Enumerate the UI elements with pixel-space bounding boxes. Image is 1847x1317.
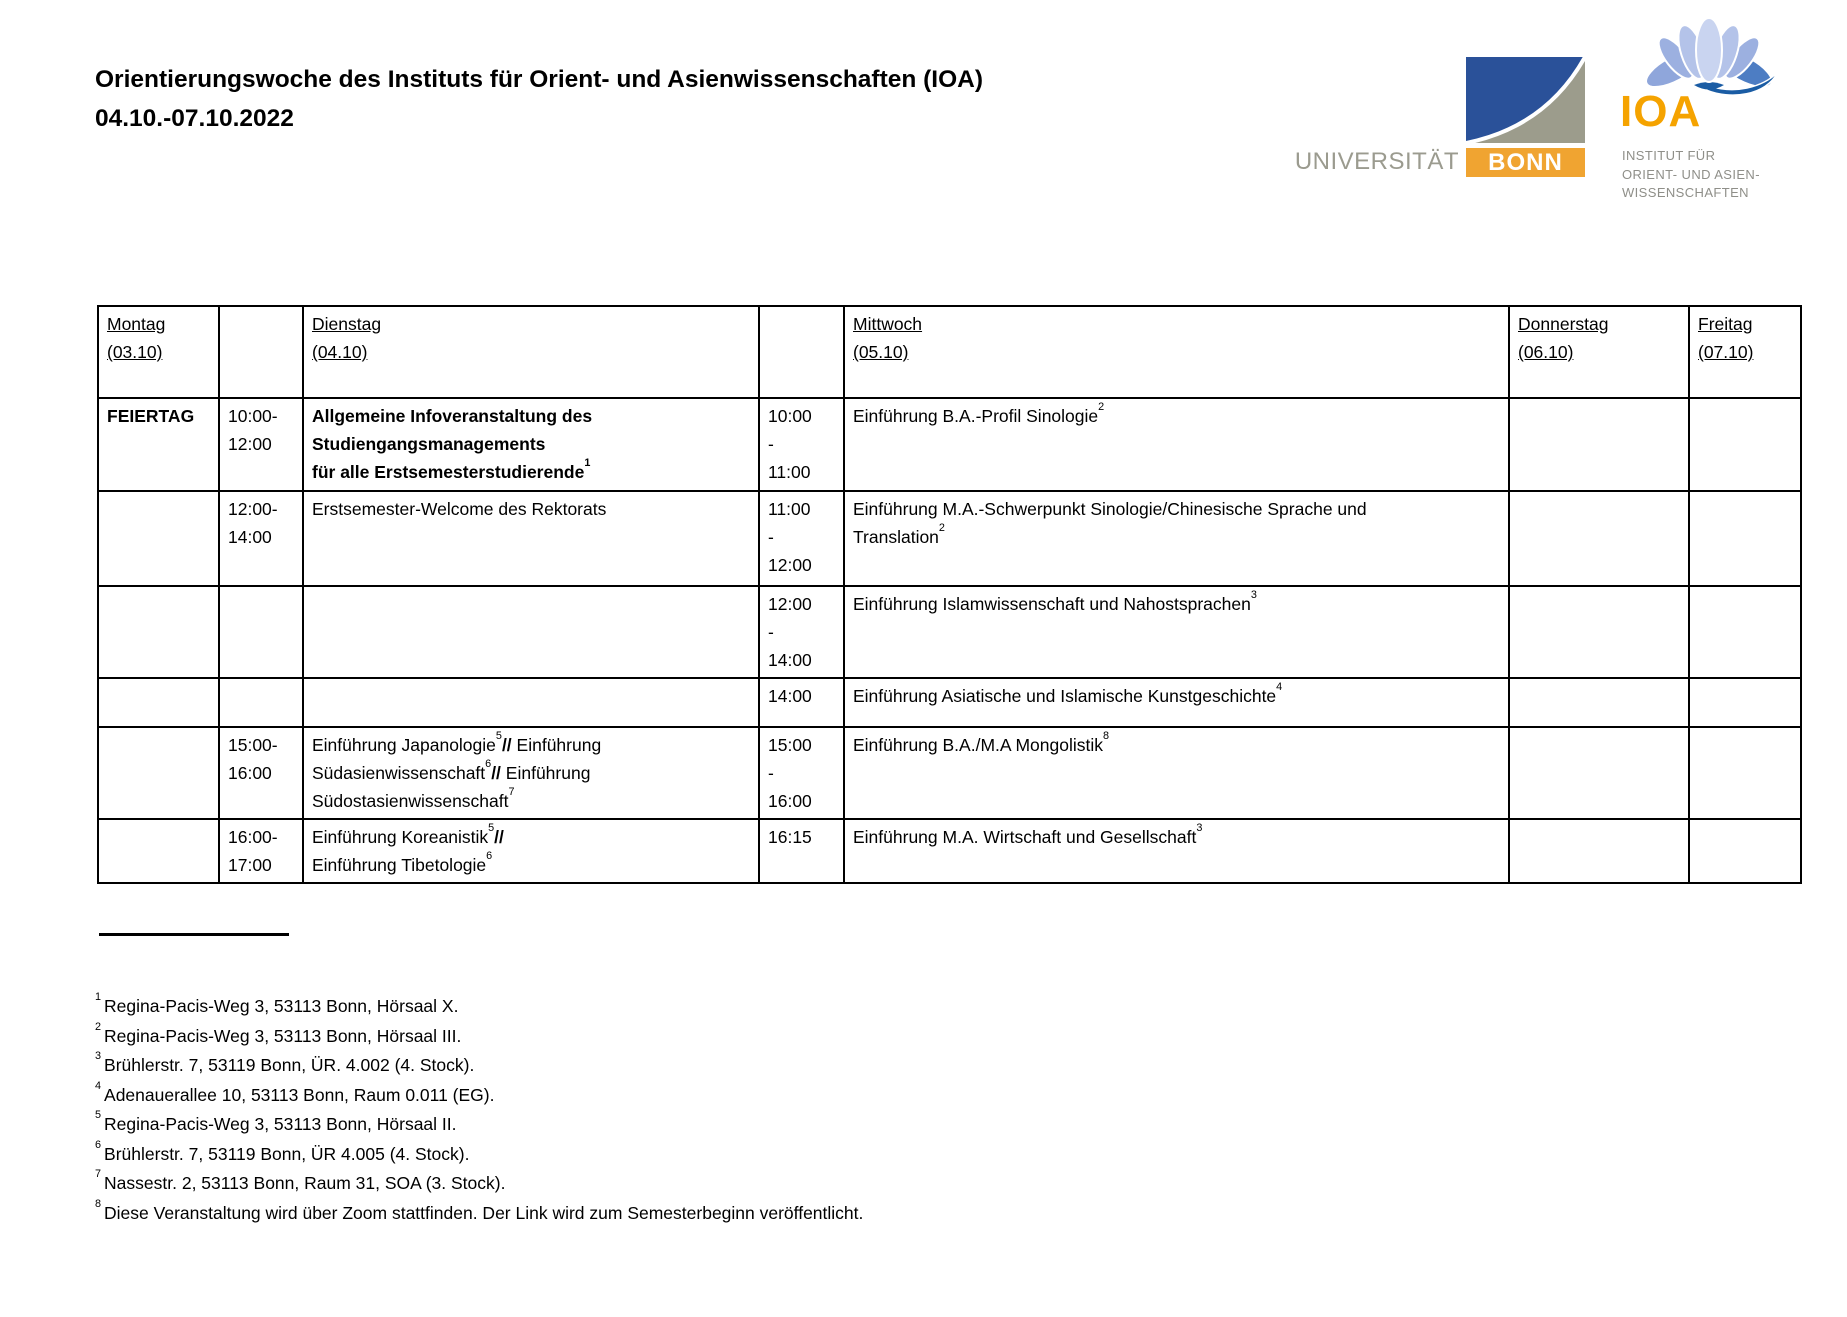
header-time1 [219,306,303,398]
cell-mittwoch: Einführung Islamwissenschaft und Nahostsprachen$^3$ [844,586,1509,678]
table-row [98,586,1801,678]
cell-freitag [1689,727,1801,819]
cell-time2: 15:00 - 16:00 [759,727,844,819]
cell-time2: 14:00 [759,678,844,727]
cell-time1: 16:00- 17:00 [219,819,303,883]
cell-mittwoch: Einführung M.A. Wirtschaft und Gesellschaft$^3$ [844,819,1509,883]
table-row [98,727,1801,819]
cell-mittwoch: Einführung B.A./M.A Mongolistik$^8$ [844,727,1509,819]
cell-freitag [1689,398,1801,491]
header-freitag: Freitag (07.10) [1689,306,1801,398]
footnotes [95,992,863,1228]
ioa-subtitle [1622,147,1760,203]
page-title [95,60,983,138]
uni-bonn-wordmark-bonn: BONN [1466,148,1585,177]
footnote: $^7$ Nassestr. 2, 53113 Bonn, Raum 31, SOA (3. Stock). [95,1168,506,1193]
uni-bonn-wordmark: UNIVERSITÄT [1294,148,1459,175]
header-donnerstag: Donnerstag (06.10) [1509,306,1689,398]
cell-montag [98,678,219,727]
ioa-subtitle-line3: WISSENSCHAFTEN [1622,185,1749,200]
cell-montag [98,491,219,586]
ioa-subtitle-line2: ORIENT- UND ASIEN- [1622,166,1760,182]
footnote: $^1$ Regina-Pacis-Weg 3, 53113 Bonn, Hörsaal X. [95,991,459,1016]
ioa-subtitle-line1: INSTITUT FÜR [1622,148,1716,163]
footnote: $^6$ Brühlerstr. 7, 53119 Bonn, ÜR 4.005 (4. Stock). [95,1138,470,1164]
cell-montag [98,586,219,678]
cell-time2: 11:00 - 12:00 [759,491,844,586]
uni-bonn-emblem-icon [1466,57,1585,143]
header-montag: Montag (03.10) [98,306,219,398]
table-row [98,678,1801,727]
footnote: $^8$ Diese Veranstaltung wird über Zoom stattfinden. Der Link wird zum Semesterbeginn veröffentlicht. [95,1197,864,1223]
uni-bonn-logo [1276,57,1586,179]
cell-donnerstag [1509,727,1689,819]
footnote: $^3$ Brühlerstr. 7, 53119 Bonn, ÜR. 4.002 (4. Stock). [95,1050,475,1075]
cell-donnerstag [1509,678,1689,727]
cell-dienstag: Allgemeine Infoveranstaltung des Studiengangsmanagements für alle Erstsemesterstudierende$^1$ [303,398,759,491]
cell-freitag [1689,819,1801,883]
footnote-separator [99,933,289,936]
cell-time1: 15:00- 16:00 [219,727,303,819]
cell-time2: 10:00 - 11:00 [759,398,844,491]
page-title-line2: 04.10.-07.10.2022 [95,105,294,132]
cell-freitag [1689,491,1801,586]
ioa-acronym: IOA [1620,87,1702,136]
footnote: $^4$ Adenauerallee 10, 53113 Bonn, Raum 0.011 (EG). [95,1079,495,1105]
cell-dienstag: Einführung Japanologie$^5$// Einführung Südasienwissenschaft$^6$// Einführung Südostasienwissenschaft$^7$ [303,727,759,819]
cell-time1 [219,678,303,727]
cell-donnerstag [1509,398,1689,491]
cell-montag [98,727,219,819]
footnote: $^5$ Regina-Pacis-Weg 3, 53113 Bonn, Hörsaal II. [95,1109,457,1134]
cell-mittwoch: Einführung Asiatische und Islamische Kunstgeschichte$^4$ [844,678,1509,727]
header-time2 [759,306,844,398]
table-header-row [98,306,1801,398]
table-row [98,398,1801,491]
cell-dienstag [303,678,759,727]
cell-donnerstag [1509,586,1689,678]
cell-time1: 12:00- 14:00 [219,491,303,586]
cell-donnerstag [1509,819,1689,883]
cell-montag: FEIERTAG [98,398,219,491]
schedule-table [97,305,1802,884]
cell-donnerstag [1509,491,1689,586]
page-title-line1: Orientierungswoche des Instituts für Orient- und Asienwissenschaften (IOA) [95,66,984,93]
cell-montag [98,819,219,883]
cell-time2: 12:00 - 14:00 [759,586,844,678]
cell-freitag [1689,678,1801,727]
ioa-logo [1618,14,1833,204]
cell-freitag [1689,586,1801,678]
cell-time1: 10:00- 12:00 [219,398,303,491]
cell-mittwoch: Einführung M.A.-Schwerpunkt Sinologie/Chinesische Sprache und Translation$^2$ [844,491,1509,586]
header-dienstag: Dienstag (04.10) [303,306,759,398]
footnote: $^2$ Regina-Pacis-Weg 3, 53113 Bonn, Hörsaal III. [95,1020,462,1046]
cell-dienstag: Einführung Koreanistik$^5$// Einführung Tibetologie$^6$ [303,819,759,883]
cell-time2: 16:15 [759,819,844,883]
cell-mittwoch: Einführung B.A.-Profil Sinologie$^2$ [844,398,1509,491]
table-row [98,491,1801,586]
header-mittwoch: Mittwoch (05.10) [844,306,1509,398]
cell-time1 [219,586,303,678]
table-row [98,819,1801,883]
cell-dienstag: Erstsemester-Welcome des Rektorats [303,491,759,586]
cell-dienstag [303,586,759,678]
